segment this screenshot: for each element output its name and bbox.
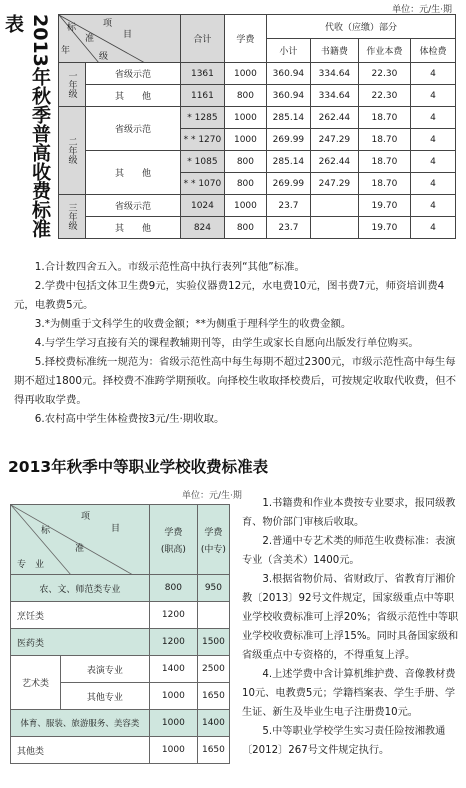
fee-cell — [197, 602, 229, 629]
table-row — [11, 602, 230, 629]
workbook-cell: 22.30 — [358, 63, 410, 85]
major-cell: 其他专业 — [61, 683, 150, 710]
high-school-notes — [14, 258, 458, 429]
header-fee2-sub: (中专) — [200, 544, 226, 555]
subtotal-cell: 23.7 — [266, 195, 310, 217]
grade-2-label: 二年级 — [59, 107, 86, 195]
note-item: 3.根据省物价局、省财政厅、省教育厅湘价教〔2013〕92号文件规定，国家级重点中等职业学校收费标准可上浮20%；省级示范性中等职业学校收费标准可上浮15%。同时具备国家级和省级重点中专资格的，不得重复上浮。 — [242, 574, 459, 661]
exam-cell: 4 — [410, 107, 455, 129]
books-cell — [310, 195, 358, 217]
fee-cell: 1400 — [149, 656, 197, 683]
vocational-fee-table — [10, 504, 230, 764]
header-xiang-2: 项 — [81, 512, 91, 522]
header-fee-vocational — [149, 505, 197, 575]
tuition-cell: 800 — [224, 151, 266, 173]
table-row — [59, 217, 456, 239]
table-row — [59, 151, 456, 173]
row-type-label: 其 他 — [86, 217, 181, 239]
tuition-cell: 1000 — [224, 107, 266, 129]
workbook-cell: 18.70 — [358, 173, 410, 195]
fee-cell: 1000 — [149, 710, 197, 737]
total-cell: * 1085 — [180, 151, 224, 173]
tuition-cell: 1000 — [224, 129, 266, 151]
major-cell: 医药类 — [11, 629, 150, 656]
header-zhuanye: 专 业 — [17, 560, 45, 570]
subtotal-cell: 285.14 — [266, 151, 310, 173]
header-ji: 级 — [99, 52, 109, 62]
exam-cell: 4 — [410, 129, 455, 151]
table-row — [11, 656, 230, 683]
note-item: 3.*为侧重于文科学生的收费金额；**为侧重于理科学生的收费金额。 — [34, 318, 352, 330]
header-xiang: 项 — [103, 19, 113, 29]
header-mu-2: 目 — [111, 524, 121, 534]
fee-cell: 1200 — [149, 629, 197, 656]
fee-cell: 2500 — [197, 656, 229, 683]
table-row — [59, 107, 456, 129]
vocational-title: 2013年秋季中等职业学校收费标准表 — [8, 458, 269, 476]
table-row — [59, 63, 456, 85]
exam-cell: 4 — [410, 151, 455, 173]
major-cell: 表演专业 — [61, 656, 150, 683]
subtotal-cell: 285.14 — [266, 107, 310, 129]
unit-label-2: 单位：元/生·期 — [182, 491, 242, 501]
books-cell: 247.29 — [310, 173, 358, 195]
books-cell: 247.29 — [310, 129, 358, 151]
header-subtotal: 小计 — [266, 39, 310, 63]
major-cell: 体育、服装、旅游服务、美容类 — [11, 710, 150, 737]
note-item: 4.与学生学习直接有关的课程教辅期刊等，由学生或家长自愿向出版发行单位购买。 — [34, 337, 419, 349]
high-school-fee-table — [58, 14, 456, 239]
vocational-notes — [242, 494, 460, 760]
workbook-cell: 18.70 — [358, 151, 410, 173]
fee-cell: 1650 — [197, 737, 229, 764]
unit-label: 单位：元/生·期 — [392, 5, 452, 15]
workbook-cell: 19.70 — [358, 217, 410, 239]
fee-cell: 800 — [149, 575, 197, 602]
header-biao: 标 — [67, 23, 77, 33]
header-nian: 年 — [61, 46, 71, 56]
workbook-cell: 18.70 — [358, 129, 410, 151]
row-type-label: 省级示范 — [86, 195, 181, 217]
note-item: 1.合计数四舍五入。市级示范性高中执行表列“其他”标准。 — [34, 261, 305, 273]
row-type-label: 其 他 — [86, 151, 181, 195]
exam-cell: 4 — [410, 217, 455, 239]
row-type-label: 省级示范 — [86, 63, 181, 85]
fee-cell: 1400 — [197, 710, 229, 737]
exam-cell: 4 — [410, 63, 455, 85]
books-cell: 334.64 — [310, 85, 358, 107]
art-category-cell: 艺术类 — [11, 656, 61, 710]
subtotal-cell: 360.94 — [266, 63, 310, 85]
header-exam: 体检费 — [410, 39, 455, 63]
header-tuition: 学费 — [224, 15, 266, 63]
fee-cell: 1000 — [149, 683, 197, 710]
major-cell: 农、文、师范类专业 — [11, 575, 150, 602]
total-cell: * 1285 — [180, 107, 224, 129]
total-cell: 1161 — [180, 85, 224, 107]
major-cell: 其他类 — [11, 737, 150, 764]
header-collected: 代收（应缴）部分 — [266, 15, 455, 39]
header-fee1-label: 学费 — [164, 527, 183, 538]
tuition-cell: 1000 — [224, 195, 266, 217]
note-item: 5.择校费标准统一规范为：省级示范性高中每生每期不超过2300元，市级示范性高中每生每期不超过1800元。择校费不准跨学期预收。向择校生收取择校费后，可按规定收取代收费，但不得再收取学费。 — [14, 356, 457, 406]
note-item: 5.中等职业学校学生实习责任险按湘教通〔2012〕267号文件规定执行。 — [242, 726, 446, 756]
table-row — [59, 85, 456, 107]
total-cell: 1024 — [180, 195, 224, 217]
corner-header-cell-2 — [11, 505, 150, 575]
row-type-label: 其 他 — [86, 85, 181, 107]
header-biao-2: 标 — [41, 526, 51, 536]
header-fee2-label: 学费 — [204, 527, 223, 538]
table-row — [11, 629, 230, 656]
total-cell: * * 1070 — [180, 173, 224, 195]
table-row — [11, 575, 230, 602]
total-cell: 824 — [180, 217, 224, 239]
subtotal-cell: 23.7 — [266, 217, 310, 239]
workbook-cell: 18.70 — [358, 107, 410, 129]
major-cell: 烹饪类 — [11, 602, 150, 629]
total-cell: 1361 — [180, 63, 224, 85]
tuition-cell: 800 — [224, 85, 266, 107]
table-row — [59, 195, 456, 217]
header-total: 合计 — [180, 15, 224, 63]
tuition-cell: 1000 — [224, 63, 266, 85]
fee-cell: 1500 — [197, 629, 229, 656]
vertical-title: 2013年秋季普高收费标准表 — [2, 14, 51, 238]
header-fee-technical — [197, 505, 229, 575]
fee-cell: 950 — [197, 575, 229, 602]
exam-cell: 4 — [410, 85, 455, 107]
note-item: 2.学费中包括文体卫生费9元，实验仪器费12元，水电费10元，图书费7元，师资培训费4元，电教费5元。 — [14, 280, 445, 311]
books-cell: 262.44 — [310, 151, 358, 173]
tuition-cell: 800 — [224, 173, 266, 195]
note-item: 1.书籍费和作业本费按专业要求，报同级教育、物价部门审核后收取。 — [242, 498, 456, 528]
books-cell: 262.44 — [310, 107, 358, 129]
fee-cell: 1000 — [149, 737, 197, 764]
header-zhun: 准 — [85, 34, 95, 44]
table-row — [11, 710, 230, 737]
books-cell — [310, 217, 358, 239]
table-row — [11, 737, 230, 764]
subtotal-cell: 269.99 — [266, 173, 310, 195]
exam-cell: 4 — [410, 195, 455, 217]
header-fee1-sub: (职高) — [160, 544, 186, 555]
grade-3-label: 三年级 — [59, 195, 86, 239]
books-cell: 334.64 — [310, 63, 358, 85]
corner-header-cell — [59, 15, 181, 63]
row-type-label: 省级示范 — [86, 107, 181, 151]
header-books: 书籍费 — [310, 39, 358, 63]
subtotal-cell: 269.99 — [266, 129, 310, 151]
header-workbook: 作业本费 — [358, 39, 410, 63]
fee-cell: 1650 — [197, 683, 229, 710]
note-item: 4.上述学费中含计算机维护费、音像教材费10元、电教费5元；学籍档案表、学生手册、学生证、新生及毕业生电子注册费10元。 — [242, 669, 456, 718]
header-mu: 目 — [123, 30, 133, 40]
subtotal-cell: 360.94 — [266, 85, 310, 107]
note-item: 2.普通中专艺术类的师范生收费标准：表演专业（含美术）1400元。 — [242, 536, 456, 566]
fee-cell: 1200 — [149, 602, 197, 629]
workbook-cell: 19.70 — [358, 195, 410, 217]
total-cell: * * 1270 — [180, 129, 224, 151]
exam-cell: 4 — [410, 173, 455, 195]
header-zhun-2: 准 — [75, 544, 85, 554]
workbook-cell: 22.30 — [358, 85, 410, 107]
tuition-cell: 800 — [224, 217, 266, 239]
note-item: 6.农村高中学生体检费按3元/生·期收取。 — [34, 413, 225, 425]
grade-1-label: 一年级 — [59, 63, 86, 107]
